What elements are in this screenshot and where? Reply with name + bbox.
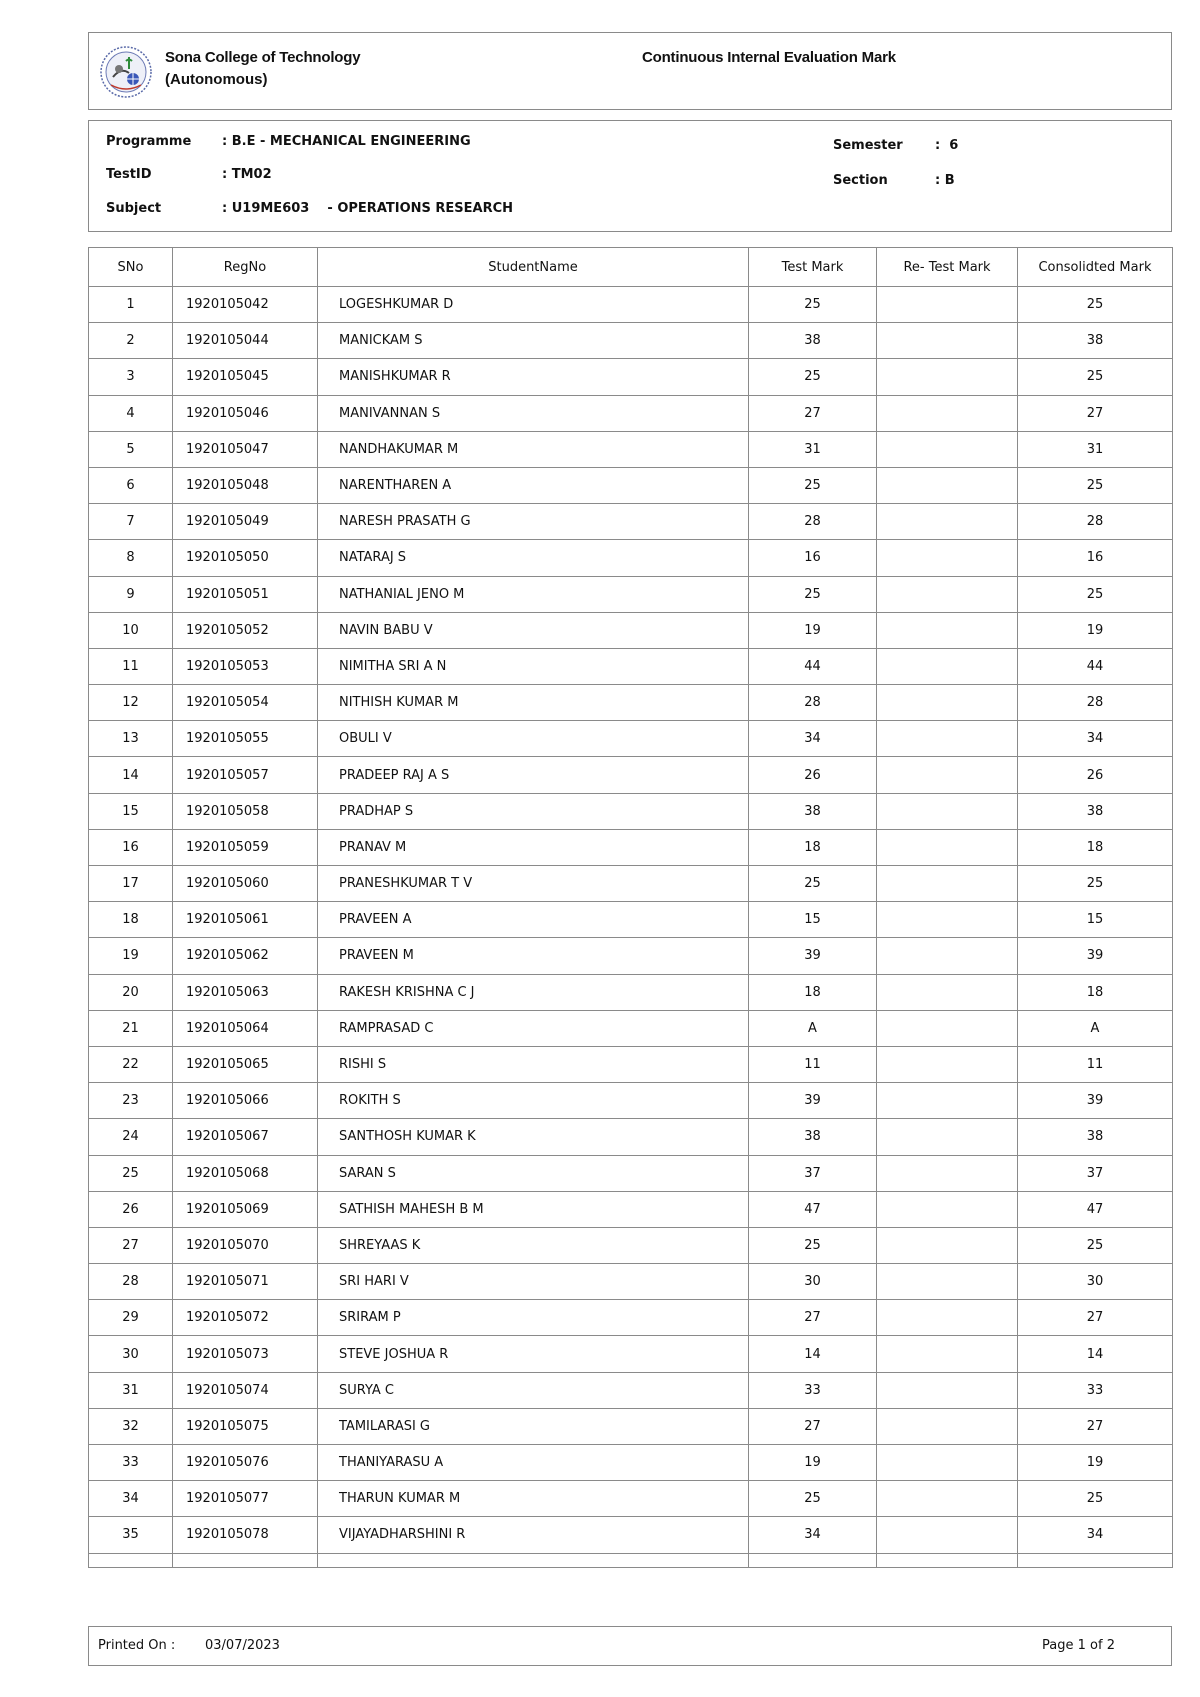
cell-sno: 32 bbox=[89, 1408, 173, 1444]
cell-retest-mark bbox=[877, 1445, 1018, 1481]
col-header-retest-mark: Re- Test Mark bbox=[877, 248, 1018, 287]
cell-retest-mark bbox=[877, 648, 1018, 684]
cell-regno: 1920105065 bbox=[173, 1046, 318, 1082]
cell-regno: 1920105073 bbox=[173, 1336, 318, 1372]
table-row bbox=[89, 1300, 1173, 1336]
cell-retest-mark bbox=[877, 612, 1018, 648]
semester-label: Semester bbox=[833, 138, 903, 153]
table-row bbox=[89, 793, 1173, 829]
cell-test-mark: 38 bbox=[749, 323, 877, 359]
cell-sno: 4 bbox=[89, 395, 173, 431]
cell-retest-mark bbox=[877, 1300, 1018, 1336]
page-number: Page 1 of 2 bbox=[1042, 1638, 1115, 1653]
cell-sno: 15 bbox=[89, 793, 173, 829]
cell-consolidated-mark: 15 bbox=[1018, 902, 1173, 938]
cell-student-name: PRANAV M bbox=[318, 829, 749, 865]
table-row bbox=[89, 1191, 1173, 1227]
cell-regno: 1920105058 bbox=[173, 793, 318, 829]
cell-sno: 7 bbox=[89, 504, 173, 540]
cell-test-mark: 44 bbox=[749, 648, 877, 684]
cell-regno: 1920105068 bbox=[173, 1155, 318, 1191]
cell-sno: 13 bbox=[89, 721, 173, 757]
table-row bbox=[89, 287, 1173, 323]
cell-consolidated-mark: 18 bbox=[1018, 829, 1173, 865]
cell-retest-mark bbox=[877, 793, 1018, 829]
cell-sno: 6 bbox=[89, 467, 173, 503]
cell-sno: 12 bbox=[89, 685, 173, 721]
table-row bbox=[89, 504, 1173, 540]
cell-retest-mark bbox=[877, 1264, 1018, 1300]
cell-sno: 25 bbox=[89, 1155, 173, 1191]
cell-regno: 1920105067 bbox=[173, 1119, 318, 1155]
cell-regno: 1920105059 bbox=[173, 829, 318, 865]
cell-retest-mark bbox=[877, 395, 1018, 431]
cell-test-mark: 25 bbox=[749, 1481, 877, 1517]
cell-sno: 11 bbox=[89, 648, 173, 684]
cell-sno: 10 bbox=[89, 612, 173, 648]
cell-sno: 28 bbox=[89, 1264, 173, 1300]
cell-student-name: NANDHAKUMAR M bbox=[318, 431, 749, 467]
cell-retest-mark bbox=[877, 323, 1018, 359]
cell-regno: 1920105075 bbox=[173, 1408, 318, 1444]
cell-regno: 1920105069 bbox=[173, 1191, 318, 1227]
cell-test-mark: 14 bbox=[749, 1336, 877, 1372]
cell-student-name: NARENTHAREN A bbox=[318, 467, 749, 503]
cell-retest-mark bbox=[877, 974, 1018, 1010]
marks-table-body bbox=[89, 287, 1173, 1568]
cell-test-mark: 27 bbox=[749, 1300, 877, 1336]
cell-consolidated-mark: 25 bbox=[1018, 287, 1173, 323]
semester-value: : 6 bbox=[935, 138, 959, 153]
cell-test-mark: 25 bbox=[749, 866, 877, 902]
subject-label: Subject bbox=[106, 201, 162, 216]
cell-regno: 1920105047 bbox=[173, 431, 318, 467]
table-row bbox=[89, 540, 1173, 576]
cell-consolidated-mark: 38 bbox=[1018, 793, 1173, 829]
cell-retest-mark bbox=[877, 757, 1018, 793]
cell-consolidated-mark: 47 bbox=[1018, 1191, 1173, 1227]
cell-test-mark: 38 bbox=[749, 793, 877, 829]
cell-test-mark: 26 bbox=[749, 757, 877, 793]
cell-consolidated-mark: 25 bbox=[1018, 1481, 1173, 1517]
cell-consolidated-mark: 25 bbox=[1018, 467, 1173, 503]
cell-sno: 24 bbox=[89, 1119, 173, 1155]
cell-test-mark: 34 bbox=[749, 1517, 877, 1553]
cell-consolidated-mark: 16 bbox=[1018, 540, 1173, 576]
cell-test-mark: 25 bbox=[749, 1227, 877, 1263]
table-row bbox=[89, 1083, 1173, 1119]
cell-consolidated-mark: 27 bbox=[1018, 1300, 1173, 1336]
cell-retest-mark bbox=[877, 1046, 1018, 1082]
cell-regno: 1920105057 bbox=[173, 757, 318, 793]
cell-test-mark: 47 bbox=[749, 1191, 877, 1227]
cell-retest-mark bbox=[877, 359, 1018, 395]
cell-student-name: MANISHKUMAR R bbox=[318, 359, 749, 395]
cell-student-name: MANICKAM S bbox=[318, 323, 749, 359]
cell-regno: 1920105049 bbox=[173, 504, 318, 540]
cell-regno: 1920105051 bbox=[173, 576, 318, 612]
col-header-consolidated-mark: Consolidted Mark bbox=[1018, 248, 1173, 287]
cell-retest-mark bbox=[877, 1119, 1018, 1155]
cell-retest-mark bbox=[877, 1083, 1018, 1119]
cell-consolidated-mark: 19 bbox=[1018, 612, 1173, 648]
cell-student-name: SHREYAAS K bbox=[318, 1227, 749, 1263]
cell-regno: 1920105077 bbox=[173, 1481, 318, 1517]
cell-sno: 31 bbox=[89, 1372, 173, 1408]
cell-consolidated-mark: 18 bbox=[1018, 974, 1173, 1010]
cell-consolidated-mark: 34 bbox=[1018, 1517, 1173, 1553]
cell-consolidated-mark: 33 bbox=[1018, 1372, 1173, 1408]
table-header-row bbox=[89, 248, 1173, 287]
cell-sno: 16 bbox=[89, 829, 173, 865]
cell-sno: 20 bbox=[89, 974, 173, 1010]
course-info-panel bbox=[88, 120, 1172, 232]
table-row bbox=[89, 359, 1173, 395]
col-header-test-mark: Test Mark bbox=[749, 248, 877, 287]
cell-retest-mark bbox=[877, 1227, 1018, 1263]
testid-label: TestID bbox=[106, 167, 152, 182]
cell-regno: 1920105076 bbox=[173, 1445, 318, 1481]
table-row bbox=[89, 431, 1173, 467]
cell-consolidated-mark: 25 bbox=[1018, 1227, 1173, 1263]
cell-regno: 1920105042 bbox=[173, 287, 318, 323]
cell-consolidated-mark: 25 bbox=[1018, 866, 1173, 902]
cell-test-mark: 15 bbox=[749, 902, 877, 938]
table-row bbox=[89, 323, 1173, 359]
cell-retest-mark bbox=[877, 1191, 1018, 1227]
table-row bbox=[89, 1372, 1173, 1408]
table-row bbox=[89, 938, 1173, 974]
table-row bbox=[89, 648, 1173, 684]
cell-sno: 34 bbox=[89, 1481, 173, 1517]
cell-student-name: NATHANIAL JENO M bbox=[318, 576, 749, 612]
cell-sno: 27 bbox=[89, 1227, 173, 1263]
cell-consolidated-mark: 11 bbox=[1018, 1046, 1173, 1082]
cell-retest-mark bbox=[877, 1336, 1018, 1372]
cell-sno: 5 bbox=[89, 431, 173, 467]
empty-cell bbox=[89, 1553, 173, 1567]
cell-consolidated-mark: 26 bbox=[1018, 757, 1173, 793]
cell-retest-mark bbox=[877, 685, 1018, 721]
cell-sno: 9 bbox=[89, 576, 173, 612]
cell-test-mark: 25 bbox=[749, 287, 877, 323]
cell-consolidated-mark: 25 bbox=[1018, 576, 1173, 612]
table-row bbox=[89, 576, 1173, 612]
cell-test-mark: 30 bbox=[749, 1264, 877, 1300]
cell-sno: 19 bbox=[89, 938, 173, 974]
report-title: Continuous Internal Evaluation Mark bbox=[642, 49, 896, 66]
cell-student-name: NIMITHA SRI A N bbox=[318, 648, 749, 684]
cell-consolidated-mark: 25 bbox=[1018, 359, 1173, 395]
cell-student-name: LOGESHKUMAR D bbox=[318, 287, 749, 323]
cell-test-mark: 19 bbox=[749, 612, 877, 648]
cell-sno: 23 bbox=[89, 1083, 173, 1119]
cell-regno: 1920105070 bbox=[173, 1227, 318, 1263]
cell-test-mark: 18 bbox=[749, 829, 877, 865]
programme-value: : B.E - MECHANICAL ENGINEERING bbox=[222, 134, 471, 149]
cell-test-mark: A bbox=[749, 1010, 877, 1046]
cell-retest-mark bbox=[877, 504, 1018, 540]
cell-test-mark: 16 bbox=[749, 540, 877, 576]
cell-consolidated-mark: 44 bbox=[1018, 648, 1173, 684]
cell-test-mark: 31 bbox=[749, 431, 877, 467]
cell-student-name: PRADEEP RAJ A S bbox=[318, 757, 749, 793]
cell-sno: 21 bbox=[89, 1010, 173, 1046]
cell-test-mark: 39 bbox=[749, 938, 877, 974]
cell-student-name: PRANESHKUMAR T V bbox=[318, 866, 749, 902]
cell-student-name: NITHISH KUMAR M bbox=[318, 685, 749, 721]
cell-student-name: SRI HARI V bbox=[318, 1264, 749, 1300]
cell-regno: 1920105044 bbox=[173, 323, 318, 359]
cell-student-name: NAVIN BABU V bbox=[318, 612, 749, 648]
empty-cell bbox=[1018, 1553, 1173, 1567]
table-row bbox=[89, 1155, 1173, 1191]
cell-retest-mark bbox=[877, 829, 1018, 865]
empty-cell bbox=[318, 1553, 749, 1567]
cell-test-mark: 19 bbox=[749, 1445, 877, 1481]
cell-student-name: SRIRAM P bbox=[318, 1300, 749, 1336]
cell-retest-mark bbox=[877, 1010, 1018, 1046]
cell-regno: 1920105054 bbox=[173, 685, 318, 721]
empty-cell bbox=[877, 1553, 1018, 1567]
cell-test-mark: 28 bbox=[749, 504, 877, 540]
cell-retest-mark bbox=[877, 938, 1018, 974]
cell-consolidated-mark: 27 bbox=[1018, 395, 1173, 431]
cell-student-name: TAMILARASI G bbox=[318, 1408, 749, 1444]
cell-student-name: SANTHOSH KUMAR K bbox=[318, 1119, 749, 1155]
cell-consolidated-mark: 38 bbox=[1018, 1119, 1173, 1155]
cell-test-mark: 25 bbox=[749, 576, 877, 612]
cell-regno: 1920105050 bbox=[173, 540, 318, 576]
cell-student-name: THARUN KUMAR M bbox=[318, 1481, 749, 1517]
table-row bbox=[89, 1010, 1173, 1046]
cell-retest-mark bbox=[877, 1517, 1018, 1553]
col-header-regno: RegNo bbox=[173, 248, 318, 287]
printed-on-date: 03/07/2023 bbox=[205, 1638, 280, 1653]
cell-test-mark: 25 bbox=[749, 359, 877, 395]
cell-consolidated-mark: 28 bbox=[1018, 685, 1173, 721]
cell-retest-mark bbox=[877, 1481, 1018, 1517]
report-header bbox=[88, 32, 1172, 110]
cell-student-name: SARAN S bbox=[318, 1155, 749, 1191]
table-row bbox=[89, 1264, 1173, 1300]
cell-student-name: SATHISH MAHESH B M bbox=[318, 1191, 749, 1227]
empty-cell bbox=[749, 1553, 877, 1567]
cell-regno: 1920105062 bbox=[173, 938, 318, 974]
col-header-sno: SNo bbox=[89, 248, 173, 287]
cell-sno: 18 bbox=[89, 902, 173, 938]
cell-consolidated-mark: A bbox=[1018, 1010, 1173, 1046]
cell-test-mark: 27 bbox=[749, 1408, 877, 1444]
table-row bbox=[89, 467, 1173, 503]
cell-test-mark: 25 bbox=[749, 467, 877, 503]
cell-regno: 1920105048 bbox=[173, 467, 318, 503]
table-row bbox=[89, 902, 1173, 938]
cell-consolidated-mark: 39 bbox=[1018, 938, 1173, 974]
cell-retest-mark bbox=[877, 467, 1018, 503]
cell-regno: 1920105063 bbox=[173, 974, 318, 1010]
cell-retest-mark bbox=[877, 721, 1018, 757]
section-label: Section bbox=[833, 173, 888, 188]
cell-regno: 1920105046 bbox=[173, 395, 318, 431]
cell-sno: 17 bbox=[89, 866, 173, 902]
cell-regno: 1920105078 bbox=[173, 1517, 318, 1553]
cell-retest-mark bbox=[877, 576, 1018, 612]
cell-test-mark: 37 bbox=[749, 1155, 877, 1191]
cell-test-mark: 27 bbox=[749, 395, 877, 431]
table-row bbox=[89, 721, 1173, 757]
table-row bbox=[89, 612, 1173, 648]
cell-sno: 35 bbox=[89, 1517, 173, 1553]
cell-consolidated-mark: 27 bbox=[1018, 1408, 1173, 1444]
cell-regno: 1920105060 bbox=[173, 866, 318, 902]
table-row bbox=[89, 866, 1173, 902]
table-row bbox=[89, 1046, 1173, 1082]
cell-consolidated-mark: 14 bbox=[1018, 1336, 1173, 1372]
table-row bbox=[89, 974, 1173, 1010]
cell-regno: 1920105061 bbox=[173, 902, 318, 938]
printed-on-label: Printed On : bbox=[98, 1638, 176, 1653]
cell-regno: 1920105064 bbox=[173, 1010, 318, 1046]
cell-student-name: NARESH PRASATH G bbox=[318, 504, 749, 540]
table-row bbox=[89, 1408, 1173, 1444]
cell-regno: 1920105052 bbox=[173, 612, 318, 648]
cell-consolidated-mark: 30 bbox=[1018, 1264, 1173, 1300]
cell-student-name: PRAVEEN A bbox=[318, 902, 749, 938]
col-header-student-name: StudentName bbox=[318, 248, 749, 287]
cell-test-mark: 18 bbox=[749, 974, 877, 1010]
cell-student-name: OBULI V bbox=[318, 721, 749, 757]
cell-student-name: THANIYARASU A bbox=[318, 1445, 749, 1481]
cell-consolidated-mark: 31 bbox=[1018, 431, 1173, 467]
subject-value: : U19ME603 - OPERATIONS RESEARCH bbox=[222, 201, 514, 216]
cell-test-mark: 38 bbox=[749, 1119, 877, 1155]
cell-student-name: PRAVEEN M bbox=[318, 938, 749, 974]
cell-sno: 29 bbox=[89, 1300, 173, 1336]
cell-retest-mark bbox=[877, 866, 1018, 902]
cell-regno: 1920105045 bbox=[173, 359, 318, 395]
marks-table bbox=[88, 247, 1173, 1568]
cell-student-name: RISHI S bbox=[318, 1046, 749, 1082]
table-row bbox=[89, 757, 1173, 793]
cell-test-mark: 33 bbox=[749, 1372, 877, 1408]
cell-regno: 1920105053 bbox=[173, 648, 318, 684]
table-continuation-row bbox=[89, 1553, 1173, 1567]
table-row bbox=[89, 829, 1173, 865]
cell-student-name: RAKESH KRISHNA C J bbox=[318, 974, 749, 1010]
cell-retest-mark bbox=[877, 902, 1018, 938]
cell-sno: 22 bbox=[89, 1046, 173, 1082]
cell-sno: 1 bbox=[89, 287, 173, 323]
cell-retest-mark bbox=[877, 1408, 1018, 1444]
cell-test-mark: 28 bbox=[749, 685, 877, 721]
table-row bbox=[89, 1481, 1173, 1517]
cell-student-name: NATARAJ S bbox=[318, 540, 749, 576]
cell-consolidated-mark: 39 bbox=[1018, 1083, 1173, 1119]
cell-test-mark: 34 bbox=[749, 721, 877, 757]
cell-sno: 8 bbox=[89, 540, 173, 576]
table-row bbox=[89, 1227, 1173, 1263]
cell-retest-mark bbox=[877, 431, 1018, 467]
cell-retest-mark bbox=[877, 287, 1018, 323]
cell-test-mark: 11 bbox=[749, 1046, 877, 1082]
table-row bbox=[89, 395, 1173, 431]
table-row bbox=[89, 1445, 1173, 1481]
cell-consolidated-mark: 19 bbox=[1018, 1445, 1173, 1481]
cell-consolidated-mark: 38 bbox=[1018, 323, 1173, 359]
college-autonomous-label: (Autonomous) bbox=[165, 71, 268, 88]
cell-student-name: PRADHAP S bbox=[318, 793, 749, 829]
report-footer bbox=[88, 1626, 1172, 1666]
college-logo bbox=[99, 43, 153, 101]
cell-sno: 3 bbox=[89, 359, 173, 395]
section-value: : B bbox=[935, 173, 955, 188]
cell-sno: 26 bbox=[89, 1191, 173, 1227]
table-row bbox=[89, 685, 1173, 721]
cell-student-name: RAMPRASAD C bbox=[318, 1010, 749, 1046]
table-row bbox=[89, 1517, 1173, 1553]
programme-label: Programme bbox=[106, 134, 192, 149]
cell-sno: 30 bbox=[89, 1336, 173, 1372]
cell-consolidated-mark: 34 bbox=[1018, 721, 1173, 757]
cell-sno: 33 bbox=[89, 1445, 173, 1481]
cell-retest-mark bbox=[877, 1155, 1018, 1191]
cell-student-name: STEVE JOSHUA R bbox=[318, 1336, 749, 1372]
cell-test-mark: 39 bbox=[749, 1083, 877, 1119]
cell-student-name: SURYA C bbox=[318, 1372, 749, 1408]
cell-regno: 1920105055 bbox=[173, 721, 318, 757]
table-row bbox=[89, 1336, 1173, 1372]
college-name: Sona College of Technology bbox=[165, 49, 361, 66]
cell-retest-mark bbox=[877, 540, 1018, 576]
cell-sno: 14 bbox=[89, 757, 173, 793]
cell-regno: 1920105071 bbox=[173, 1264, 318, 1300]
cell-student-name: VIJAYADHARSHINI R bbox=[318, 1517, 749, 1553]
cell-regno: 1920105072 bbox=[173, 1300, 318, 1336]
cell-student-name: ROKITH S bbox=[318, 1083, 749, 1119]
cell-student-name: MANIVANNAN S bbox=[318, 395, 749, 431]
cell-regno: 1920105074 bbox=[173, 1372, 318, 1408]
testid-value: : TM02 bbox=[222, 167, 272, 182]
cell-sno: 2 bbox=[89, 323, 173, 359]
empty-cell bbox=[173, 1553, 318, 1567]
cell-regno: 1920105066 bbox=[173, 1083, 318, 1119]
table-row bbox=[89, 1119, 1173, 1155]
cell-retest-mark bbox=[877, 1372, 1018, 1408]
cell-consolidated-mark: 28 bbox=[1018, 504, 1173, 540]
cell-consolidated-mark: 37 bbox=[1018, 1155, 1173, 1191]
